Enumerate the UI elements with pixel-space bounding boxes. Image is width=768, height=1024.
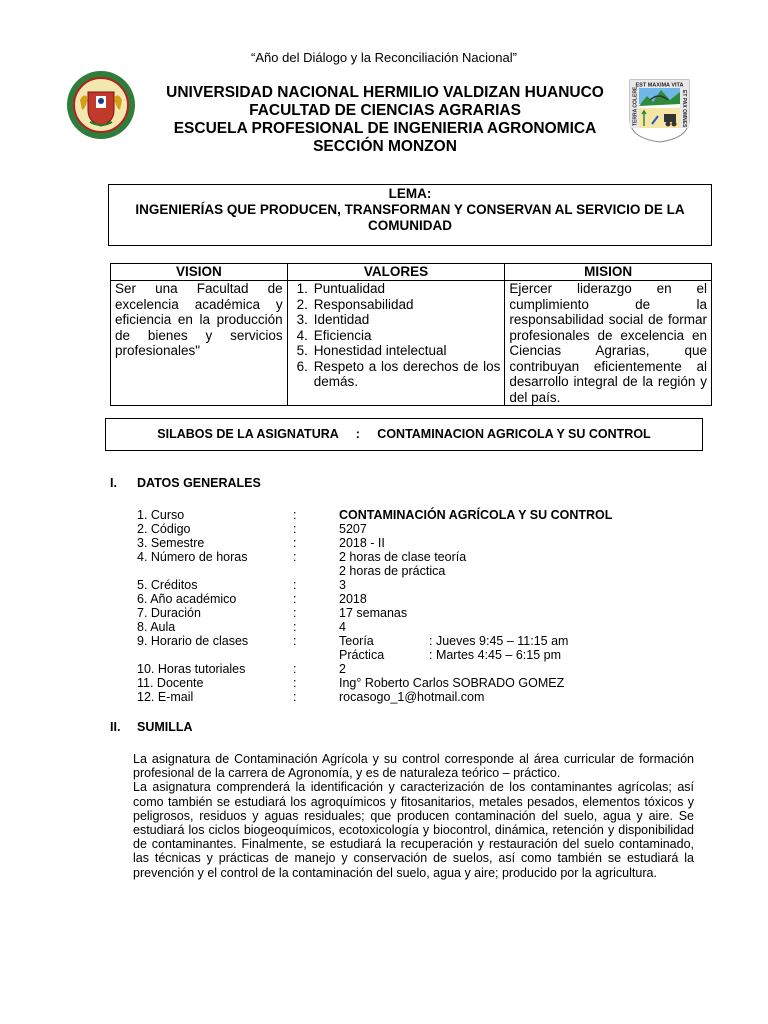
mision-text: Ejercer liderazgo en el cumplimiento de la responsabilidad social de formar profesionales de excelencia en Ciencias Agrarias, que contribuyan eficientemente al desarrollo integral de la región y del país. (505, 281, 712, 406)
datos-label: 7. Duración (137, 606, 201, 620)
datos-row (137, 508, 697, 522)
shield-left-motto: TERRA COLERE (632, 86, 639, 126)
valor-item: 2. Responsabilidad (312, 297, 501, 313)
datos-value: CONTAMINACIÓN AGRÍCOLA Y SU CONTROL (339, 508, 613, 522)
datos-row (137, 606, 697, 620)
vision-header: VISION (111, 264, 288, 281)
datos-value: Ing° Roberto Carlos SOBRADO GOMEZ (339, 676, 565, 690)
horario-time: : Martes 4:45 – 6:15 pm (429, 648, 562, 662)
datos-value: 4 (339, 620, 346, 634)
datos-separator: : (293, 592, 297, 606)
datos-label: 5. Créditos (137, 578, 198, 592)
datos-separator: : (293, 522, 297, 536)
datos-separator: : (293, 690, 297, 704)
shield-right-motto: ET PAX OMNES (681, 90, 687, 128)
institution-header (140, 84, 630, 156)
datos-separator: : (293, 634, 297, 648)
datos-generales-list (137, 508, 697, 704)
datos-row (137, 578, 697, 592)
sumilla-paragraph: La asignatura comprenderá la identificación y caracterización de los contaminantes agrícolas; así como también se estudiará los agroquímicos y fitosanitarios, metales pesados, elementos tóxicos y peligrosos, residuos y aguas residuales; que producen contaminación del suelo, agua y aire. Se estudiará los ciclos biogeoquímicos, ecotoxicología y biocontrol, dinámica, retención y disponibilidad de contaminantes. Finalmente, se estudiará la recuperación y restauración del suelo contaminado, las técnicas y prácticas de manejo y conservación de suelos, así como también se estudiará la prevención y el control de la contaminación del suelo, agua y aire; producido por la agricultura. (133, 780, 694, 880)
vision-values-mission-table (110, 263, 712, 406)
datos-separator: : (293, 550, 297, 564)
datos-value: 2 horas de clase teoría (339, 550, 467, 564)
datos-separator: : (293, 536, 297, 550)
lema-text: INGENIERÍAS QUE PRODUCEN, TRANSFORMAN Y CONSERVAN AL SERVICIO DE LA COMUNIDAD (135, 202, 685, 233)
datos-value: 2018 (339, 592, 367, 606)
datos-label: 11. Docente (137, 676, 204, 690)
datos-value: 2 horas de práctica (339, 564, 446, 578)
datos-row (137, 564, 697, 578)
section-sumilla-number: II. (110, 720, 121, 734)
datos-value: 2 (339, 662, 346, 676)
sumilla-paragraph: La asignatura de Contaminación Agrícola y su control corresponde al área curricular de formación profesional de la carrera de Agronomía, y es de naturaleza teórico – práctico. (133, 752, 694, 781)
datos-separator: : (293, 508, 297, 522)
datos-label: 9. Horario de clases (137, 634, 249, 648)
valor-item: 3. Identidad (312, 312, 501, 328)
datos-label: 1. Curso (137, 508, 185, 522)
datos-row (137, 536, 697, 550)
datos-row (137, 648, 697, 662)
datos-row (137, 620, 697, 634)
datos-label: 4. Número de horas (137, 550, 248, 564)
datos-row (137, 592, 697, 606)
silabo-label: SILABOS DE LA ASIGNATURA (157, 427, 339, 441)
datos-separator: : (293, 620, 297, 634)
valor-item: 1. Puntualidad (312, 281, 501, 297)
datos-label: 3. Semestre (137, 536, 205, 550)
email-value[interactable]: rocasogo_1@hotmail.com (339, 690, 485, 704)
datos-separator: : (293, 606, 297, 620)
datos-row (137, 550, 697, 564)
faculty-name: FACULTAD DE CIENCIAS AGRARIAS (249, 102, 521, 119)
vision-text: Ser una Facultad de excelencia académica y eficiencia en la producción de bienes y servicios profesionales" (111, 281, 288, 406)
datos-value: 5207 (339, 522, 367, 536)
horario-time: : Jueves 9:45 – 11:15 am (429, 634, 569, 648)
lema-box (108, 184, 712, 246)
horario-type: Teoría (339, 634, 374, 648)
datos-label: 6. Año académico (137, 592, 237, 606)
valor-item: 6. Respeto a los derechos de los demás. (312, 359, 501, 390)
section-datos-title: DATOS GENERALES (137, 476, 261, 490)
datos-row (137, 662, 697, 676)
datos-value: 17 semanas (339, 606, 408, 620)
datos-label: 2. Código (137, 522, 191, 536)
school-name: ESCUELA PROFESIONAL DE INGENIERIA AGRONOMICA (173, 120, 597, 137)
valor-item: 4. Eficiencia (312, 328, 501, 344)
mision-header: MISION (505, 264, 712, 281)
datos-row (137, 690, 697, 704)
datos-label: 12. E-mail (137, 690, 194, 704)
horario-type: Práctica (339, 648, 385, 662)
datos-value: 2018 - II (339, 536, 385, 550)
faculty-shield-logo (628, 78, 691, 144)
shield-top-motto: EST MAXIMA VITA (635, 82, 684, 89)
university-name: UNIVERSIDAD NACIONAL HERMILIO VALDIZAN HUANUCO (166, 84, 604, 101)
datos-label: 8. Aula (137, 620, 176, 634)
valores-cell (287, 281, 505, 406)
lema-label: LEMA: (388, 186, 432, 201)
valores-list (292, 281, 501, 390)
datos-value: 3 (339, 578, 346, 592)
silabo-course: CONTAMINACION AGRICOLA Y SU CONTROL (377, 427, 651, 441)
silabo-title-box (105, 418, 703, 451)
datos-label: 10. Horas tutoriales (137, 662, 246, 676)
section-sumilla-title: SUMILLA (137, 720, 193, 734)
year-motto: “Año del Diálogo y la Reconciliación Nacional” (251, 50, 517, 65)
sumilla-body (133, 752, 694, 880)
datos-separator: : (293, 676, 297, 690)
valor-item: 5. Honestidad intelectual (312, 343, 501, 359)
university-seal-logo (66, 70, 136, 140)
valores-header: VALORES (287, 264, 505, 281)
datos-row (137, 676, 697, 690)
section-datos-number: I. (110, 476, 117, 490)
silabo-separator: : (355, 427, 360, 441)
datos-separator: : (293, 578, 297, 592)
datos-row (137, 522, 697, 536)
section-name: SECCIÓN MONZON (313, 138, 457, 155)
datos-row (137, 634, 697, 648)
datos-separator: : (293, 662, 297, 676)
